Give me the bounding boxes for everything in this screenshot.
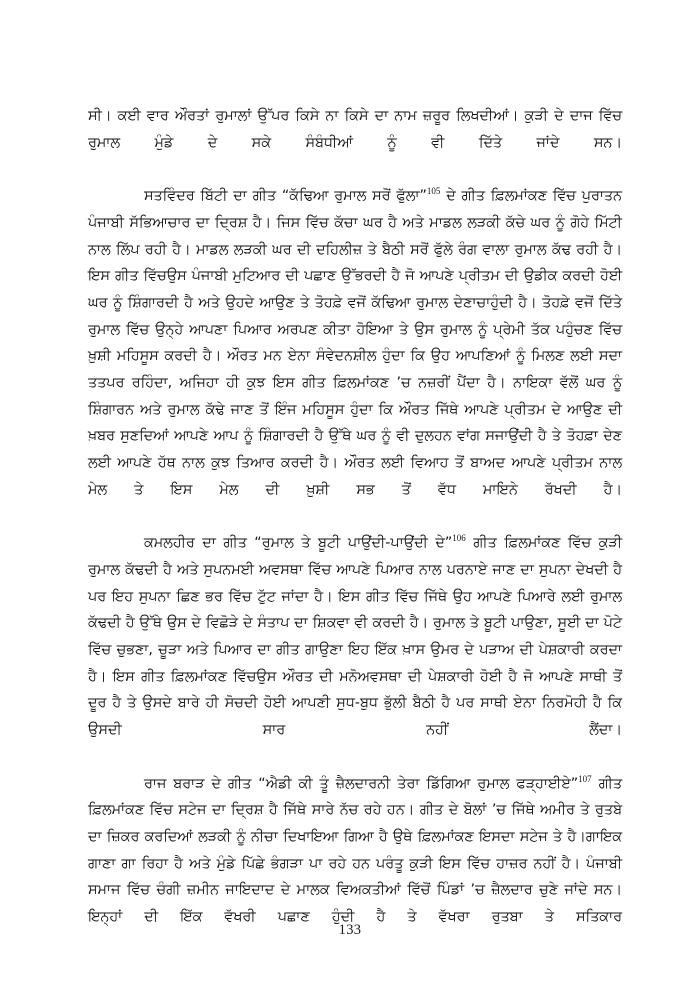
footnote-marker-106: 106	[452, 533, 466, 544]
footnote-marker-107: 107	[578, 773, 592, 784]
footnote-marker-105: 105	[426, 186, 441, 197]
paragraph-3	[88, 530, 622, 770]
paragraph-2-text-before: ਸਤਵਿੰਦਰ ਬਿੱਟੀ ਦਾ ਗੀਤ “ਕੱਢਿਆ ਰੁਮਾਲ ਸਰੋਂ ਫੁੱਲਾ”	[144, 188, 427, 205]
paragraph-4-text-before: ਰਾਜ ਬਰਾੜ ਦੇ ਗੀਤ “ਐਡੀ ਕੀ ਤੂੰ ਜ਼ੈਲਦਾਰਨੀ ਤੇਰਾ ਡਿੱਗਿਆ ਰੁਮਾਲ ਫੜ੍ਹਾਈਏ”	[144, 775, 579, 792]
paragraph-2	[88, 183, 622, 530]
paragraph-1	[88, 103, 622, 183]
paragraph-1-text: ਸੀ। ਕਈ ਵਾਰ ਔਰਤਾਂ ਰੁਮਾਲਾਂ ਉੱਪਰ ਕਿਸੇ ਨਾ ਕਿਸੇ ਦਾ ਨਾਮ ਜ਼ਰੂਰ ਲਿਖਦੀਆਂ। ਕੁੜੀ ਦੇ ਦਾਜ ਵਿੱਚ ਰੁਮਾਲ ਮੁੰਡੇ ਦੇ ਸਕੇ ਸੰਬੰਧੀਆਂ ਨੂੰ ਵੀ ਦਿੱਤੇ ਜਾਂਦੇ ਸਨ।	[88, 108, 622, 151]
paragraph-4-text-after: ਗੀਤ ਫ਼ਿਲਮਾਂਕਣ ਵਿੱਚ ਸਟੇਜ ਦਾ ਦ੍ਰਿਸ਼ ਹੈ ਜਿੱਥੇ ਸਾਰੇ ਨੱਚ ਰਹੇ ਹਨ। ਗੀਤ ਦੇ ਬੋਲਾਂ ’ਚ ਜਿੱਥੇ ਅਮੀਰ ਤੇ ਰੁਤਬੇ ਦਾ ਜ਼ਿਕਰ ਕਰਦਿਆਂ ਲੜਕੀ ਨੂੰ ਨੀਚਾ ਦਿਖਾਇਆ ਗਿਆ ਹੈ ਉਥੇ ਫ਼ਿਲਮਾਂਕਣ ਇਸਦਾ ਸਟੇਜ ਤੇ ਹੈ।ਗਾਇਕ ਗਾਣਾ ਗਾ ਰਿਹਾ ਹੈ ਅਤੇ ਮੁੰਡੇ ਪਿੱਛੇ ਭੰਗੜਾ ਪਾ ਰਹੇ ਹਨ ਪਰੰਤੂ ਕੁੜੀ ਇਸ ਵਿੱਚ ਹਾਜ਼ਰ ਨਹੀਂ ਹੈ। ਪੰਜਾਬੀ ਸਮਾਜ ਵਿੱਚ ਚੰਗੀ ਜ਼ਮੀਨ ਜਾਇਦਾਦ ਦੇ ਮਾਲਕ ਵਿਅਕਤੀਆਂ ਵਿੱਚੋਂ ਪਿੰਡਾਂ ’ਚ ਜ਼ੈਲਦਾਰ ਚੁਣੇ ਜਾਂਦੇ ਸਨ। ਇਨ੍ਹਾਂ ਦੀ ਇੱਕ ਵੱਖਰੀ ਪਛਾਣ ਹੁੰਦੀ ਹੈ ਤੇ ਵੱਖਰਾ ਰੁਤਬਾ ਤੇ ਸਤਿਕਾਰ	[88, 775, 622, 926]
paragraph-2-text-after: ਦੇ ਗੀਤ ਫ਼ਿਲਮਾਂਕਣ ਵਿੱਚ ਪੁਰਾਤਨ ਪੰਜਾਬੀ ਸੱਭਿਆਚਾਰ ਦਾ ਦ੍ਰਿਸ਼ ਹੈ। ਜਿਸ ਵਿੱਚ ਕੱਚਾ ਘਰ ਹੈ ਅਤੇ ਮਾਡਲ ਲੜਕੀ ਕੱਚੇ ਘਰ ਨੂੰ ਗੋਹੇ ਮਿੱਟੀ ਨਾਲ ਲਿੱਪ ਰਹੀ ਹੈ। ਮਾਡਲ ਲੜਕੀ ਘਰ ਦੀ ਦਹਿਲੀਜ਼ ਤੇ ਬੈਠੀ ਸਰੋਂ ਫੁੱਲੇ ਰੰਗ ਵਾਲਾ ਰੁਮਾਲ ਕੱਢ ਰਹੀ ਹੈ। ਇਸ ਗੀਤ ਵਿੱਚਉਸ ਪੰਜਾਬੀ ਮੁਟਿਆਰ ਦੀ ਪਛਾਣ ਉੱਭਰਦੀ ਹੈ ਜੋ ਆਪਣੇ ਪ੍ਰੀਤਮ ਦੀ ਉਡੀਕ ਕਰਦੀ ਹੋਈ ਘਰ ਨੂੰ ਸ਼ਿੰਗਾਰਦੀ ਹੈ ਅਤੇ ਉਹਦੇ ਆਉਣ ਤੇ ਤੋਹਫ਼ੇ ਵਜੋਂ ਕੱਢਿਆ ਰੁਮਾਲ ਦੇਣਾਚਾਹੁੰਦੀ ਹੈ। ਤੋਹਫ਼ੇ ਵਜੋਂ ਦਿੱਤੇ ਰੁਮਾਲ ਵਿੱਚ ਉਨ੍ਹੇ ਆਪਣਾ ਪਿਆਰ ਅਰਪਣ ਕੀਤਾ ਹੋਇਆ ਤੇ ਉਸ ਰੁਮਾਲ ਨੂੰ ਪ੍ਰੇਮੀ ਤੱਕ ਪਹੁੰਚਣ ਵਿੱਚ ਖ਼ੁਸ਼ੀ ਮਹਿਸੂਸ ਕਰਦੀ ਹੈ। ਔਰਤ ਮਨ ਏਨਾ ਸੰਵੇਦਨਸ਼ੀਲ ਹੁੰਦਾ ਕਿ ਉਹ ਆਪਣਿਆਂ ਨੂੰ ਮਿਲਣ ਲਈ ਸਦਾ ਤਤਪਰ ਰਹਿੰਦਾ, ਅਜਿਹਾ ਹੀ ਕੁਝ ਇਸ ਗੀਤ ਫ਼ਿਲਮਾਂਕਣ ’ਚ ਨਜ਼ਰੀਂ ਪੈਂਦਾ ਹੈ। ਨਾਇਕਾ ਵੱਲੋਂ ਘਰ ਨੂੰ ਸ਼ਿੰਗਾਰਨ ਅਤੇ ਰੁਮਾਲ ਕੱਢੇ ਜਾਣ ਤੋਂ ਇੰਜ ਮਹਿਸੂਸ ਹੁੰਦਾ ਕਿ ਔਰਤ ਜਿੱਥੇ ਆਪਣੇ ਪ੍ਰੀਤਮ ਦੇ ਆਉਣ ਦੀ ਖ਼ਬਰ ਸੁਣਦਿਆਂ ਆਪਣੇ ਆਪ ਨੂੰ ਸ਼ਿੰਗਾਰਦੀ ਹੈ ਉੱਥੇ ਘਰ ਨੂੰ ਵੀ ਦੁਲਹਨ ਵਾਂਗ ਸਜਾਉਂਦੀ ਹੈ ਤੇ ਤੋਹਫ਼ਾ ਦੇਣ ਲਈ ਆਪਣੇ ਹੱਥ ਨਾਲ ਕੁਝ ਤਿਆਰ ਕਰਦੀ ਹੈ। ਔਰਤ ਲਈ ਵਿਆਹ ਤੋਂ ਬਾਅਦ ਆਪਣੇ ਪ੍ਰੀਤਮ ਨਾਲ ਮੇਲ ਤੇ ਇਸ ਮੇਲ ਦੀ ਖ਼ੁਸ਼ੀ ਸਭ ਤੋਂ ਵੱਧ ਮਾਇਨੇ ਰੱਖਦੀ ਹੈ।	[88, 188, 622, 498]
paragraph-3-text-after: ਗੀਤ ਫ਼ਿਲਮਾਂਕਣ ਵਿੱਚ ਕੁੜੀ ਰੁਮਾਲ ਕੱਢਦੀ ਹੈ ਅਤੇ ਸੁਪਨਮਈ ਅਵਸਥਾ ਵਿੱਚ ਆਪਣੇ ਪਿਆਰ ਨਾਲ ਪਰਨਾਏ ਜਾਣ ਦਾ ਸੁਪਨਾ ਦੇਖਦੀ ਹੈ ਪਰ ਇਹ ਸੁਪਨਾ ਛਿਣ ਭਰ ਵਿੱਚ ਟੁੱਟ ਜਾਂਦਾ ਹੈ। ਇਸ ਗੀਤ ਵਿੱਚ ਜਿੱਥੇ ਉਹ ਆਪਣੇ ਪਿਆਰੇ ਲਈ ਰੁਮਾਲ ਕੱਢਦੀ ਹੈ ਉੱਥੇ ਉਸ ਦੇ ਵਿਛੋੜੇ ਦੇ ਸੰਤਾਪ ਦਾ ਸ਼ਿਕਵਾ ਵੀ ਕਰਦੀ ਹੈ। ਰੁਮਾਲ ਤੇ ਬੂਟੀ ਪਾਉਣਾ, ਸੂਈ ਦਾ ਪੋਟੇ ਵਿੱਚ ਚੁਭਣਾ, ਚੂੜਾ ਅਤੇ ਪਿਆਰ ਦਾ ਗੀਤ ਗਾਉਣਾ ਇਹ ਇੱਕ ਖ਼ਾਸ ਉਮਰ ਦੇ ਪੜਾਅ ਦੀ ਪੇਸ਼ਕਾਰੀ ਕਰਦਾ ਹੈ। ਇਸ ਗੀਤ ਫ਼ਿਲਮਾਂਕਣ ਵਿੱਚਉਸ ਔਰਤ ਦੀ ਮਨੋਅਵਸਥਾ ਦੀ ਪੇਸ਼ਕਾਰੀ ਹੋਈ ਹੈ ਜੋ ਆਪਣੇ ਸਾਥੀ ਤੋਂ ਦੂਰ ਹੈ ਤੇ ਉਸਦੇ ਬਾਰੇ ਹੀ ਸੋਚਦੀ ਹੋਈ ਆਪਣੀ ਸੁਧ-ਬੁਧ ਭੁੱਲੀ ਬੈਠੀ ਹੈ ਪਰ ਸਾਥੀ ਏਨਾ ਨਿਰਮੋਹੀ ਹੈ ਕਿ ਉਸਦੀ ਸਾਰ ਨਹੀਂ ਲੈਂਦਾ।	[88, 535, 622, 739]
page-number: 133	[338, 922, 362, 938]
body-text	[88, 103, 622, 958]
paragraph-3-text-before: ਕਮਲਹੀਰ ਦਾ ਗੀਤ “ਰੁਮਾਲ ਤੇ ਬੂਟੀ ਪਾਉਂਦੀ-ਪਾਉਂਦੀ ਦੇ”	[144, 535, 453, 552]
